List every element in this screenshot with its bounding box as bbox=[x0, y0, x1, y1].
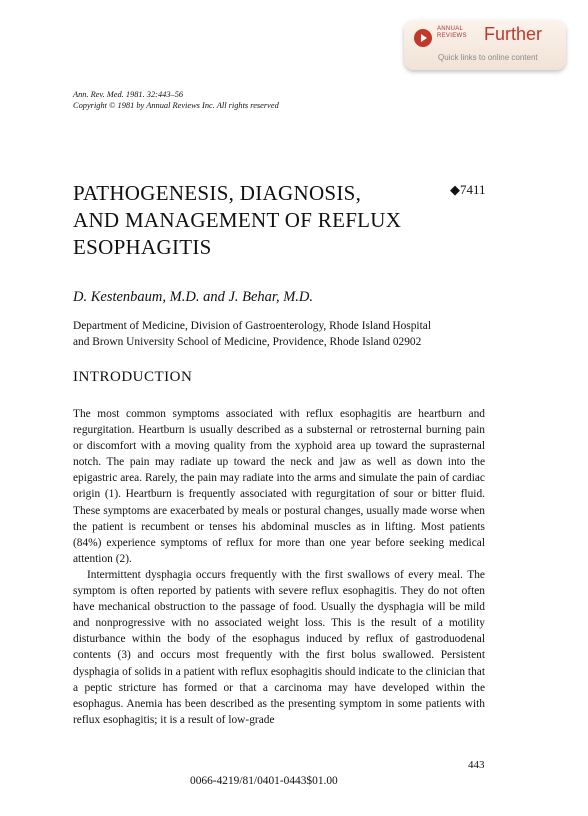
section-body bbox=[73, 406, 485, 728]
copyright-line: Copyright © 1981 by Annual Reviews Inc. All rights reserved bbox=[73, 101, 279, 110]
publisher-name bbox=[437, 26, 467, 40]
body-paragraph: Intermittent dysphagia occurs frequently with the first swallows of every meal. The symptom is often reported by patients with severe reflux esophagitis. They do not often have mechanical obstruction to the passage of food. Usually the dysphagia will be mild and nonprogressive with no associated weight loss. This is the result of a motility disturbance within the body of the esophagus induced by reflux of gastroduodenal contents (3) and occurs most frequently with the first bolus swallowed. Persistent dysphagia of solids in a patient with reflux esophagitis should indicate to the clinician that a peptic stricture has formed or that a carcinoma may have developed within the esophagus. Anemia has been described as the presenting symptom in some patients with reflux esophagitis; it is a result of low-grade bbox=[73, 568, 485, 726]
affiliation-line: and Brown University School of Medicine, Providence, Rhode Island 02902 bbox=[73, 336, 422, 348]
affiliation-line: Department of Medicine, Division of Gastroenterology, Rhode Island Hospital bbox=[73, 320, 431, 332]
section-heading: INTRODUCTION bbox=[73, 369, 193, 385]
journal-meta bbox=[73, 89, 279, 111]
annual-reviews-logo-icon bbox=[414, 29, 432, 47]
further-subtitle: Quick links to online content bbox=[438, 53, 538, 62]
authors: D. Kestenbaum, M.D. and J. Behar, M.D. bbox=[73, 289, 314, 305]
journal-citation: Ann. Rev. Med. 1981. 32:443–56 bbox=[73, 90, 184, 99]
affiliation bbox=[73, 318, 431, 350]
issn-line: 0066-4219/81/0401-0443$01.00 bbox=[190, 775, 338, 787]
publisher-name-line: REVIEWS bbox=[437, 33, 467, 39]
article-code: ◆7411 bbox=[450, 182, 486, 197]
article-title bbox=[73, 180, 401, 261]
further-label: Further bbox=[484, 24, 543, 44]
publisher-name-line: ANNUAL bbox=[437, 26, 464, 32]
title-line: AND MANAGEMENT OF REFLUX bbox=[73, 208, 402, 232]
further-links-badge[interactable] bbox=[404, 20, 566, 70]
page-number: 443 bbox=[468, 759, 485, 771]
title-line: PATHOGENESIS, DIAGNOSIS, bbox=[73, 181, 362, 205]
body-paragraph: The most common symptoms associated with reflux esophagitis are heartburn and regurgitation. Heartburn is usually described as a substernal or retrosternal burning pain or discomfort with a moving quality from the xyphoid area up toward the suprasternal notch. The pain may radiate up toward the neck and jaw as well as down into the epigastric area. Rarely, the pain may radiate into the arms and simulate the pain of cardiac origin (1). Heartburn is frequently associated with regurgitation of sour or bitter fluid. These symptoms are exacerbated by meals or postural changes, usually made worse when the patient is recumbent or tenses his abdominal muscles as in lifting. Most patients (84%) experience symptoms of reflux for more than one year before seeking medical attention (2). bbox=[73, 408, 485, 565]
title-line: ESOPHAGITIS bbox=[73, 235, 212, 259]
